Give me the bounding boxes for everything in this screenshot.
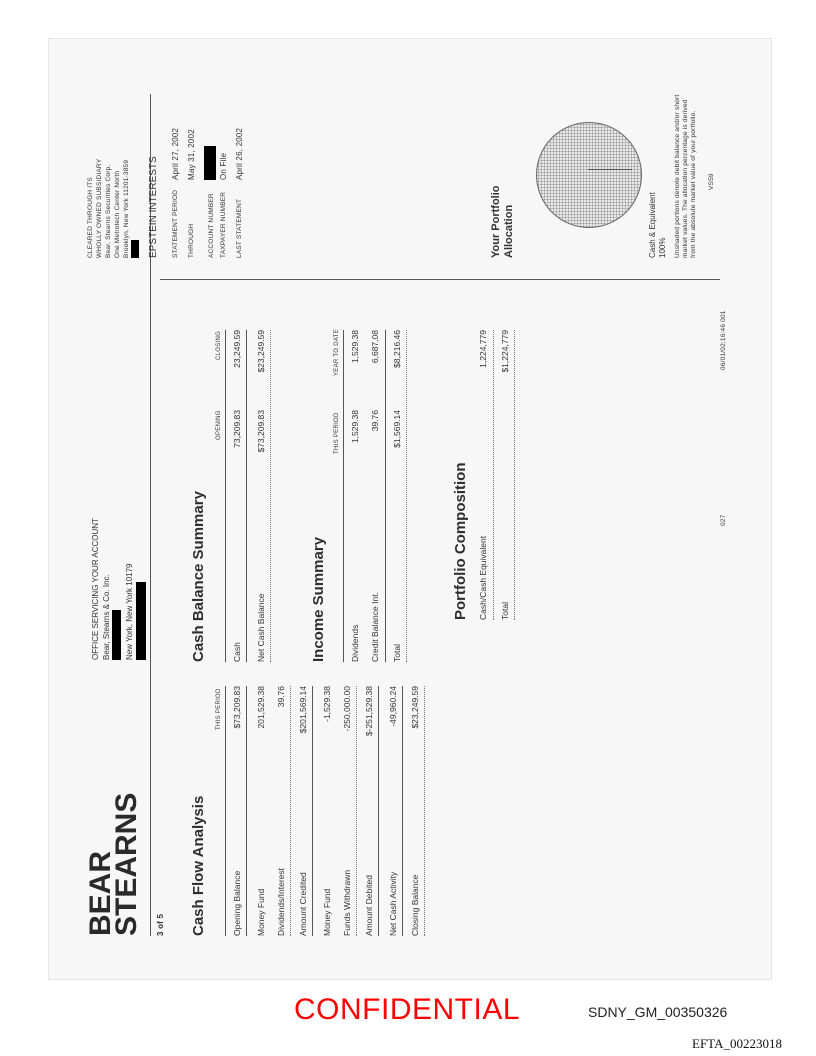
dotted-rule [493,330,494,620]
inc-row-ytd: 6,687.08 [370,330,380,364]
redaction [136,582,146,660]
pc-row-label: Total [500,602,510,620]
account-number-label: ACCOUNT NUMBER [208,193,215,258]
cleared-line-4: One Metrotech Center North [114,170,121,258]
dotted-rule [424,686,425,936]
income-col-ytd: YEAR TO DATE [334,329,340,376]
page-indicator: 3 of 5 [156,913,165,936]
cash-balance-col-opening: OPENING [216,410,222,440]
statement-period-label: STATEMENT PERIOD [172,189,179,258]
cleared-block [86,159,142,258]
taxpayer-label: TAXPAYER NUMBER [220,191,227,258]
rule [225,330,226,662]
office-block [90,518,149,660]
cb-row-label: Net Cash Balance [256,593,266,662]
allocation-title-line-1: Your Portfolio [490,185,502,258]
cleared-line-2: WHOLLY OWNED SUBSIDIARY [96,158,103,258]
allocation-note-line: market values. The allocation percentage is derived [682,99,689,258]
allocation-note-line: from the absolute market value of your portfolio. [690,110,697,258]
logo-line-2: STEARNS [110,792,143,936]
office-city: New York, New York 10179 [125,563,134,660]
inc-row-ytd: $8,216.46 [392,330,402,368]
cash-flow-title: Cash Flow Analysis [190,795,207,936]
cf-row-value: $23,249.59 [410,686,420,729]
dotted-rule [290,686,291,936]
income-col-period: THIS PERIOD [334,412,340,454]
allocation-note [674,95,698,258]
cf-row-label: Closing Balance [410,874,420,936]
inc-row-label: Credit Balance Int. [370,592,380,662]
pc-row-value: $1,224,779 [500,330,510,373]
pc-row-value: 1,224,779 [478,330,488,368]
vertical-divider [160,279,720,280]
allocation-slice-pct: 100% [658,237,667,258]
cf-row-value: -1,529.38 [322,686,332,722]
cleared-line-3: Bear, Stearns Securities Corp. [105,164,112,258]
inc-row-period: 1,529.38 [350,410,360,444]
inc-row-ytd: 1,529.38 [350,330,360,364]
rule [385,330,386,662]
rule [246,330,247,662]
cf-row-label: Net Cash Activity [388,871,398,936]
cf-row-value: 39.76 [276,686,286,708]
cf-row-label: Amount Credited [298,872,308,936]
cf-row-label: Amount Debited [364,875,374,936]
office-name: Bear, Stearns & Co. Inc. [102,574,111,660]
dotted-rule [406,330,407,662]
pc-row-label: Cash/Cash Equivalent [478,535,488,620]
inc-row-period: $1,569.14 [392,410,402,448]
cb-row-closing: 23,249.59 [232,330,242,368]
rule [343,330,344,662]
allocation-note-line: Unshaded portions denote debit balance and/or short [674,94,681,258]
dotted-rule [270,330,271,662]
inc-row-label: Dividends [350,624,360,662]
last-statement-value: April 26, 2002 [235,127,244,180]
cf-row-label: Funds Withdrawn [342,869,352,936]
redaction [112,610,121,660]
allocation-pie-chart [536,122,642,228]
cleared-line-1: CLEARED THROUGH ITS [87,177,94,258]
cash-flow-col-header: THIS PERIOD [216,688,222,730]
print-timestamp: 06/01/02;16:46 001 [720,310,727,370]
rule [246,686,247,936]
taxpayer-value: On File [219,152,228,180]
statement-page [60,60,760,980]
account-number-redaction [204,146,216,180]
allocation-title [490,185,516,258]
pie-leader-line [588,169,632,170]
cf-row-value: $201,569.14 [298,686,308,734]
cb-row-closing: $23,249.59 [256,330,266,373]
cf-row-value: $-251,529.38 [364,686,374,737]
dotted-rule [514,330,515,620]
dotted-rule [356,686,357,936]
allocation-legend [648,192,668,258]
rule [225,686,226,936]
office-label: OFFICE SERVICING YOUR ACCOUNT [91,518,100,660]
page-code: 027 [720,514,727,526]
cf-row-label: Money Fund [322,888,332,936]
rule [378,686,379,936]
cash-balance-col-closing: CLOSING [216,330,222,360]
cf-row-label: Opening Balance [232,870,242,936]
portfolio-title: Portfolio Composition [452,462,469,620]
redaction [131,240,139,258]
inc-row-period: 39.76 [370,410,380,432]
allocation-title-line-2: Allocation [503,204,515,258]
cash-balance-title: Cash Balance Summary [190,491,207,662]
last-statement-label: LAST STATEMENT [236,198,243,258]
statement-period-end: May 31, 2002 [187,129,196,180]
inc-row-label: Total [392,644,402,662]
bear-stearns-logo [84,792,143,936]
account-name: EPSTEIN INTERESTS [148,156,159,258]
rule [402,686,403,936]
efta-number: EFTA_00223018 [692,1036,782,1051]
cf-row-label: Dividends/Interest [276,867,286,936]
cb-row-opening: 73,209.83 [232,410,242,448]
cf-row-label: Money Fund [256,888,266,936]
cleared-line-5: Brooklyn, New York 11201-3859 [123,159,130,258]
bates-number: SDNY_GM_00350326 [588,1004,728,1020]
logo-line-1: BEAR [84,850,117,936]
statement-period-start: April 27, 2002 [171,127,180,180]
cf-row-value: 201,529.38 [256,686,266,729]
cb-row-opening: $73,209.83 [256,410,266,453]
through-label: THROUGH [188,223,195,258]
cb-row-label: Cash [232,642,242,662]
rule [312,686,313,936]
allocation-code: VS59 [708,173,715,190]
confidential-stamp: CONFIDENTIAL [294,993,521,1026]
cf-row-value: -49,960.24 [388,686,398,727]
cf-row-value: -250,000.00 [342,686,352,732]
cf-row-value: $73,209.83 [232,686,242,729]
income-title: Income Summary [310,536,327,662]
allocation-slice-label: Cash & Equivalent [648,192,657,258]
